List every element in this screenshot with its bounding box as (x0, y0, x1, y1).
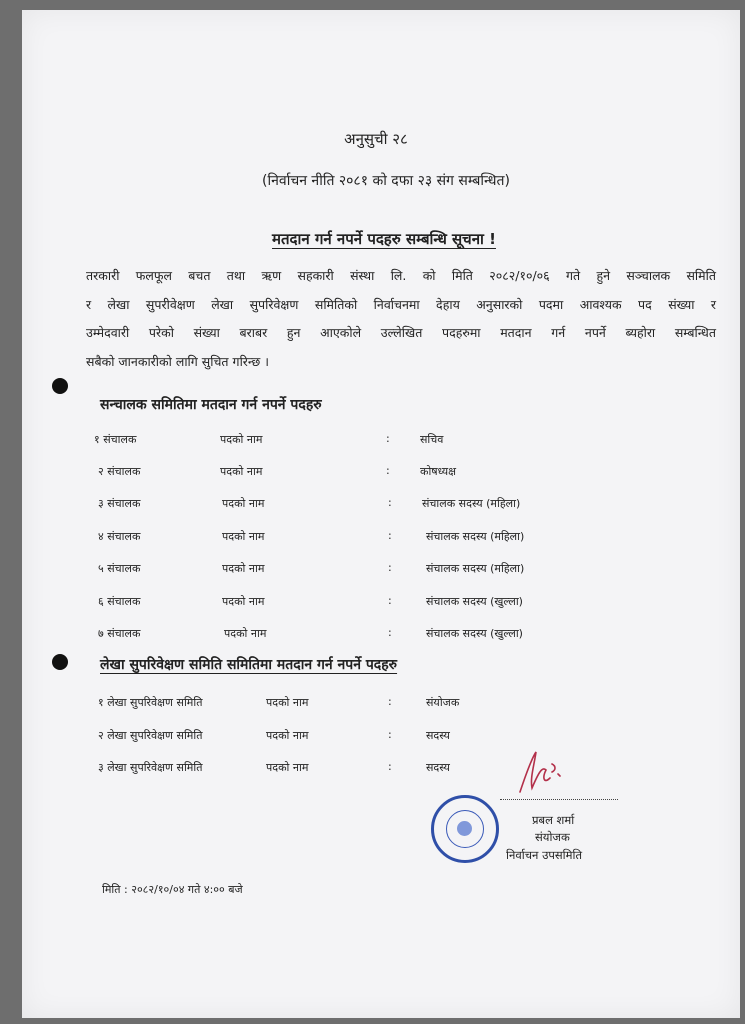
row-value: संचालक सदस्य (महिला) (426, 562, 525, 575)
signatory-committee: निर्वाचन उपसमिति (506, 848, 583, 862)
row-number: १ संचालक (94, 433, 137, 446)
row-label: पदको नाम (222, 562, 265, 575)
row-separator: : (386, 464, 390, 477)
row-label: पदको नाम (224, 627, 267, 640)
row-separator: : (388, 728, 392, 741)
row-number: ५ संचालक (98, 562, 141, 575)
row-value: संचालक सदस्य (महिला) (426, 530, 525, 543)
row-label: पदको नाम (266, 696, 309, 709)
row-label: पदको नाम (222, 595, 265, 608)
row-label: पदको नाम (222, 530, 265, 543)
section2-title: लेखा सुपरिवेक्षण समिति समितिमा मतदान गर्न नपर्ने पदहरु (100, 657, 398, 673)
signature-icon (512, 744, 568, 800)
row-separator: : (388, 626, 392, 639)
row-label: पदको नाम (266, 729, 309, 742)
row-separator: : (388, 561, 392, 574)
row-number: ३ संचालक (98, 497, 141, 510)
signatory-position: संयोजक (535, 830, 570, 844)
section1-title: सन्चालक समितिमा मतदान गर्न नपर्ने पदहरु (100, 397, 322, 413)
row-separator: : (388, 760, 392, 773)
notice-date: मिति : २०८२/१०/०४ गते ४:०० बजे (102, 883, 243, 896)
paragraph-line: र लेखा सुपरीवेक्षण लेखा सुपरिवेक्षण समितिको निर्वाचनमा देहाय अनुसारको पदमा आवश्यक पद संख्या र (86, 296, 716, 312)
row-label: पदको नाम (266, 761, 309, 774)
bullet-icon (52, 378, 68, 394)
annex-title: अनुसुची २८ (344, 130, 408, 148)
row-value: संयोजक (426, 696, 460, 709)
row-value: सदस्य (426, 761, 450, 774)
bullet-icon (52, 654, 68, 670)
row-value: सदस्य (426, 729, 450, 742)
row-label: पदको नाम (222, 497, 265, 510)
row-value: सचिव (420, 433, 444, 446)
row-separator: : (386, 432, 390, 445)
paragraph-line: सबैको जानकारीको लागि सुचित गरिन्छ । (86, 353, 269, 369)
row-label: पदको नाम (220, 433, 263, 446)
row-number: ७ संचालक (98, 627, 141, 640)
row-separator: : (388, 695, 392, 708)
paragraph-line: उम्मेदवारी परेको संख्या बराबर हुन आएकोले उल्लेखित पदहरुमा मतदान गर्न नपर्ने ब्यहोरा सम्बन्धित (86, 325, 716, 340)
row-number: ३ लेखा सुपरिवेक्षण समिति (98, 761, 203, 774)
reference-line: (निर्वाचन नीति २०८१ को दफा २३ संग सम्बन्धित) (262, 173, 510, 189)
stamp-icon (431, 795, 499, 863)
notice-paragraph (86, 262, 716, 376)
row-separator: : (388, 529, 392, 542)
row-separator: : (388, 496, 392, 509)
signature-line (500, 799, 618, 800)
row-value: संचालक सदस्य (खुल्ला) (426, 595, 523, 608)
signatory-name: प्रबल शर्मा (532, 813, 575, 827)
row-number: ४ संचालक (98, 530, 141, 543)
row-number: १ लेखा सुपरिवेक्षण समिति (98, 696, 203, 709)
row-number: ६ संचालक (98, 595, 141, 608)
row-value: कोषध्यक्ष (420, 465, 457, 478)
notice-title: मतदान गर्न नपर्ने पदहरु सम्बन्धि सूचना ! (272, 230, 496, 248)
row-value: संचालक सदस्य (महिला) (422, 497, 521, 510)
row-value: संचालक सदस्य (खुल्ला) (426, 627, 523, 640)
notice-page (22, 10, 740, 1018)
row-label: पदको नाम (220, 465, 263, 478)
row-separator: : (388, 594, 392, 607)
row-number: २ लेखा सुपरिवेक्षण समिति (98, 729, 203, 742)
row-number: २ संचालक (98, 465, 141, 478)
paragraph-line: तरकारी फलफूल बचत तथा ऋण सहकारी संस्था लि. को मिति २०८२/१०/०६ गते हुने सञ्चालक समिति (86, 268, 716, 283)
